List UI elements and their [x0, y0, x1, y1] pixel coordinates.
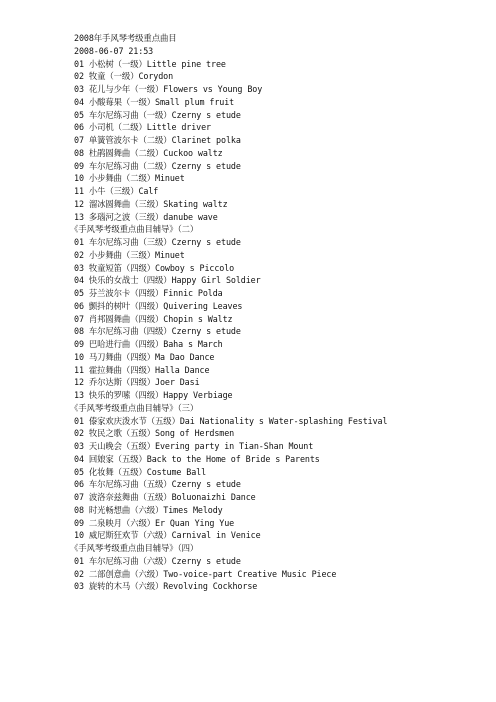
list-item: 02 小步舞曲（三级）Minuet: [74, 249, 185, 260]
list-item: 06 车尔尼练习曲（五级）Czerny s etude: [74, 479, 241, 490]
document-title: 2008年手风琴考级重点曲目: [74, 33, 177, 43]
list-item: 02 牧童（一级）Corydon: [74, 71, 174, 82]
list-item: 08 时光畅想曲（六级）Times Melody: [74, 504, 223, 515]
list-item: 05 车尔尼练习曲（一级）Czerny s etude: [74, 109, 241, 120]
list-item: 05 化妆舞（五级）Costume Ball: [74, 466, 207, 477]
list-item: 12 乔尔达斯（四级）Joer Dasi: [74, 377, 200, 388]
list-item: 05 芬兰波尔卡（四级）Finnic Polda: [74, 288, 223, 298]
list-item: 09 巴哈进行曲（四级）Baha s March: [74, 339, 223, 349]
list-item: 01 车尔尼练习曲（六级）Czerny s etude: [74, 555, 241, 566]
list-item: 09 二泉映月（六级）Er Quan Ying Yue: [74, 517, 235, 528]
list-item: 02 牧民之歌（五级）Song of Herdsmen: [74, 428, 235, 439]
list-item: 07 单簧管波尔卡（二级）Clarinet polka: [74, 135, 241, 145]
list-item: 03 旋转的木马（六级）Revolving Cockhorse: [74, 581, 258, 592]
list-item: 01 车尔尼练习曲（三级）Czerny s etude: [74, 237, 241, 247]
list-item: 12 溜冰圆舞曲（三级）Skating waltz: [74, 198, 228, 209]
list-item: 06 颤抖的树叶（四级）Quivering Leaves: [74, 300, 243, 311]
list-item: 04 小酸莓果（一级）Small plum fruit: [74, 96, 235, 107]
list-item: 11 小牛（三级）Calf: [74, 186, 159, 196]
list-item: 08 车尔尼练习曲（四级）Czerny s etude: [74, 326, 241, 337]
list-item: 06 小司机（二级）Little driver: [74, 122, 211, 133]
list-item: 10 小步舞曲（二级）Minuet: [74, 173, 185, 184]
list-item: 03 牧童短笛（四级）Cowboy s Piccolo: [74, 262, 235, 273]
list-item: 04 回娘家（五级）Back to the Home of Bride s Parents: [74, 453, 320, 464]
list-item: 10 马刀舞曲（四级）Ma Dao Dance: [74, 351, 215, 362]
section-heading: 《手风琴考级重点曲目辅导》（三）: [70, 402, 199, 413]
list-item: 01 傣家欢庆泼水节（五级）Dai Nationality s Water-splashing Festival: [74, 415, 388, 426]
list-item: 10 威尼斯狂欢节（六级）Carnival in Venice: [74, 530, 261, 541]
list-item: 03 天山晚会（五级）Evering party in Tian-Shan Mount: [74, 441, 314, 451]
section-heading: 《手风琴考级重点曲目辅导》（二）: [70, 224, 199, 235]
list-item: 07 波洛奈兹舞曲（五级）Boluonaizhi Dance: [74, 492, 256, 502]
post-date: 2008-06-07 21:53: [74, 45, 154, 56]
document-body: [70, 32, 484, 593]
list-item: 13 快乐的罗嗦（四级）Happy Verbiage: [74, 390, 233, 400]
list-item: 01 小松树（一级）Little pine tree: [74, 58, 226, 69]
list-item: 13 多瑙河之波（三级）danube wave: [74, 211, 218, 222]
list-item: 02 二部创意曲（六级）Two-voice-part Creative Music Piece: [74, 568, 337, 579]
list-item: 03 花儿与少年（一级）Flowers vs Young Boy: [74, 84, 263, 94]
list-item: 08 杜鹃圆舞曲（二级）Cuckoo waltz: [74, 147, 223, 158]
list-item: 07 肖邦圆舞曲（四级）Chopin s Waltz: [74, 313, 233, 324]
list-item: 09 车尔尼练习曲（二级）Czerny s etude: [74, 160, 241, 171]
section-heading: 《手风琴考级重点曲目辅导》（四）: [70, 543, 199, 553]
list-item: 11 霍拉舞曲（四级）Halla Dance: [74, 364, 210, 375]
list-item: 04 快乐的女战士（四级）Happy Girl Soldier: [74, 275, 261, 286]
